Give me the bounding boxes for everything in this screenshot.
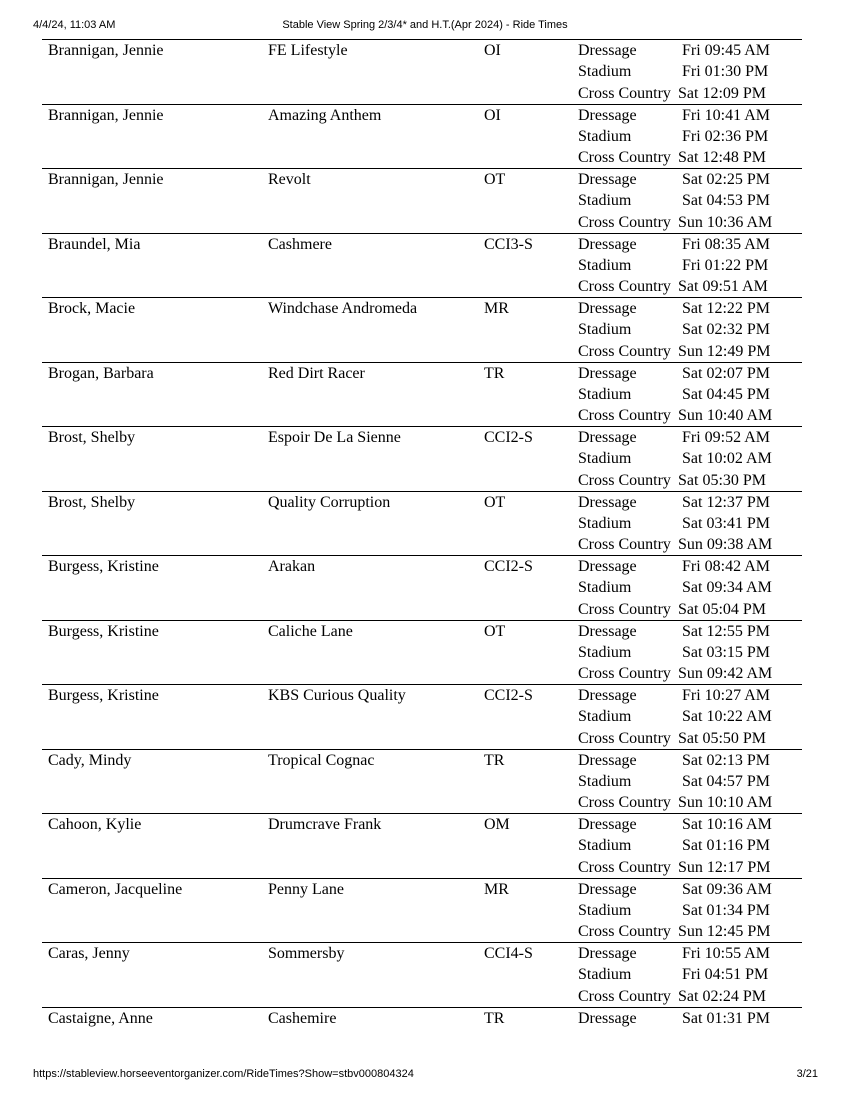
horse-name: Arakan bbox=[268, 558, 316, 575]
phase-label: Cross Country bbox=[578, 149, 671, 167]
phase-dressage bbox=[578, 1008, 808, 1029]
phase-label: Dressage bbox=[578, 687, 637, 704]
phase-label: Cross Country bbox=[578, 407, 671, 425]
phase-xc bbox=[578, 663, 808, 684]
rider-name: Cady, Mindy bbox=[48, 751, 132, 769]
phase-xc bbox=[578, 599, 808, 620]
phase-stadium bbox=[578, 900, 808, 921]
ride-time: Sat 12:09 PM bbox=[678, 84, 767, 102]
phase-label: Stadium bbox=[578, 127, 632, 145]
ride-time: Sun 09:42 AM bbox=[678, 665, 773, 683]
horse-name: Penny Lane bbox=[268, 880, 344, 898]
phase-dressage bbox=[578, 234, 808, 255]
phase-stadium bbox=[578, 61, 808, 82]
phase-stadium bbox=[578, 190, 808, 211]
entry-row bbox=[42, 749, 802, 814]
horse-name: Caliche Lane bbox=[268, 622, 353, 640]
ride-time: Fri 04:51 PM bbox=[682, 966, 769, 984]
ride-time: Sat 10:22 AM bbox=[682, 708, 772, 726]
horse-name: Revolt bbox=[268, 171, 311, 188]
division: OM bbox=[484, 816, 510, 833]
phase-dressage bbox=[578, 105, 808, 126]
division: OT bbox=[484, 171, 506, 188]
entry-row bbox=[42, 491, 802, 556]
rider-name: Braundel, Mia bbox=[48, 235, 141, 253]
rider-name: Cameron, Jacqueline bbox=[48, 880, 183, 898]
phase-label: Dressage bbox=[578, 1009, 637, 1027]
division: OT bbox=[484, 493, 506, 511]
ride-time: Sat 05:50 PM bbox=[678, 729, 767, 747]
phase-dressage bbox=[578, 943, 808, 964]
ride-time: Sat 09:51 AM bbox=[678, 278, 768, 296]
phase-label: Cross Country bbox=[578, 213, 671, 231]
rider-name: Brock, Macie bbox=[48, 300, 136, 317]
entry-row bbox=[42, 813, 802, 878]
phase-xc bbox=[578, 405, 808, 426]
horse-name: Drumcrave Frank bbox=[268, 816, 382, 833]
ride-time: Fri 02:36 PM bbox=[682, 127, 769, 145]
phase-stadium bbox=[578, 255, 808, 276]
ride-time: Sun 10:40 AM bbox=[678, 407, 773, 425]
phase-dressage bbox=[578, 621, 808, 642]
phase-dressage bbox=[578, 169, 808, 190]
ride-time: Sat 04:53 PM bbox=[682, 192, 771, 210]
horse-name: Red Dirt Racer bbox=[268, 364, 365, 382]
ride-time: Sat 04:57 PM bbox=[682, 772, 771, 790]
division: CCI4-S bbox=[484, 945, 533, 962]
phase-dressage bbox=[578, 492, 808, 513]
phase-xc bbox=[578, 792, 808, 813]
division: TR bbox=[484, 364, 505, 382]
ride-time: Sun 10:36 AM bbox=[678, 213, 773, 231]
horse-name: Windchase Andromeda bbox=[268, 300, 418, 317]
phase-stadium bbox=[578, 513, 808, 534]
phase-stadium bbox=[578, 706, 808, 727]
phase-label: Dressage bbox=[578, 558, 637, 575]
ride-time: Sat 01:31 PM bbox=[682, 1009, 771, 1027]
division: OI bbox=[484, 106, 501, 124]
ride-time: Sat 12:37 PM bbox=[682, 493, 771, 511]
division: CCI2-S bbox=[484, 558, 533, 575]
ride-time: Fri 10:27 AM bbox=[682, 687, 771, 704]
entry-row bbox=[42, 233, 802, 298]
phase-stadium bbox=[578, 642, 808, 663]
entry-row bbox=[42, 39, 802, 104]
division: CCI2-S bbox=[484, 429, 533, 446]
phase-stadium bbox=[578, 835, 808, 856]
phase-label: Dressage bbox=[578, 42, 637, 59]
ride-time: Sat 02:13 PM bbox=[682, 751, 771, 769]
division: CCI2-S bbox=[484, 687, 533, 704]
phase-xc bbox=[578, 986, 808, 1007]
phase-label: Stadium bbox=[578, 708, 632, 726]
phase-label: Dressage bbox=[578, 880, 637, 898]
ride-time: Fri 08:42 AM bbox=[682, 558, 771, 575]
phase-dressage bbox=[578, 685, 808, 706]
phase-label: Stadium bbox=[578, 63, 632, 81]
phase-dressage bbox=[578, 879, 808, 900]
phase-label: Stadium bbox=[578, 901, 632, 919]
horse-name: Cashmere bbox=[268, 235, 332, 253]
ride-time: Sat 10:16 AM bbox=[682, 816, 772, 833]
rider-name: Brannigan, Jennie bbox=[48, 42, 164, 59]
ride-time: Sat 05:04 PM bbox=[678, 600, 767, 618]
phase-label: Dressage bbox=[578, 622, 637, 640]
phase-label: Dressage bbox=[578, 429, 637, 446]
phase-stadium bbox=[578, 319, 808, 340]
division: MR bbox=[484, 880, 509, 898]
phase-xc bbox=[578, 276, 808, 297]
entry-row bbox=[42, 362, 802, 427]
phase-label: Stadium bbox=[578, 450, 632, 468]
phase-label: Cross Country bbox=[578, 729, 671, 747]
phase-label: Stadium bbox=[578, 321, 632, 339]
division: MR bbox=[484, 300, 509, 317]
ride-time: Fri 10:55 AM bbox=[682, 945, 771, 962]
phase-label: Cross Country bbox=[578, 84, 671, 102]
ride-time: Sun 09:38 AM bbox=[678, 536, 773, 554]
entry-row bbox=[42, 555, 802, 620]
phase-xc bbox=[578, 147, 808, 168]
rider-name: Burgess, Kristine bbox=[48, 558, 159, 575]
phase-label: Dressage bbox=[578, 816, 637, 833]
phase-xc bbox=[578, 470, 808, 491]
division: OT bbox=[484, 622, 506, 640]
phase-dressage bbox=[578, 298, 808, 319]
rider-name: Brannigan, Jennie bbox=[48, 171, 164, 188]
phase-label: Dressage bbox=[578, 106, 637, 124]
phase-label: Stadium bbox=[578, 385, 632, 403]
ride-time: Sat 01:34 PM bbox=[682, 901, 771, 919]
ride-time: Sat 09:34 AM bbox=[682, 579, 772, 597]
phase-label: Stadium bbox=[578, 256, 632, 274]
phase-label: Dressage bbox=[578, 364, 637, 382]
phase-xc bbox=[578, 212, 808, 233]
page-title: Stable View Spring 2/3/4* and H.T.(Apr 2024) - Ride Times bbox=[282, 19, 568, 31]
entry-row bbox=[42, 297, 802, 362]
phase-label: Cross Country bbox=[578, 471, 671, 489]
ride-time: Sat 02:07 PM bbox=[682, 364, 771, 382]
phase-stadium bbox=[578, 126, 808, 147]
division: TR bbox=[484, 1009, 505, 1027]
ride-time: Fri 01:22 PM bbox=[682, 256, 769, 274]
ride-time: Fri 08:35 AM bbox=[682, 235, 771, 253]
entry-row bbox=[42, 878, 802, 943]
entry-row bbox=[42, 942, 802, 1007]
page-number: 3/21 bbox=[796, 1068, 818, 1080]
phase-label: Stadium bbox=[578, 837, 632, 855]
entry-row bbox=[42, 1007, 802, 1029]
phase-label: Dressage bbox=[578, 751, 637, 769]
phase-label: Stadium bbox=[578, 643, 632, 661]
phase-label: Cross Country bbox=[578, 600, 671, 618]
phase-label: Stadium bbox=[578, 579, 632, 597]
ride-time: Sat 05:30 PM bbox=[678, 471, 767, 489]
ride-time: Sat 12:48 PM bbox=[678, 149, 767, 167]
phase-stadium bbox=[578, 964, 808, 985]
ride-times-list bbox=[42, 39, 802, 1029]
horse-name: KBS Curious Quality bbox=[268, 687, 406, 704]
division: CCI3-S bbox=[484, 235, 533, 253]
phase-label: Dressage bbox=[578, 493, 637, 511]
rider-name: Caras, Jenny bbox=[48, 945, 130, 962]
phase-dressage bbox=[578, 556, 808, 577]
phase-stadium bbox=[578, 577, 808, 598]
ride-time: Fri 09:45 AM bbox=[682, 42, 771, 59]
division: OI bbox=[484, 42, 501, 59]
entry-row bbox=[42, 684, 802, 749]
ride-time: Sun 12:45 PM bbox=[678, 923, 771, 941]
rider-name: Cahoon, Kylie bbox=[48, 816, 142, 833]
phase-xc bbox=[578, 534, 808, 555]
phase-dressage bbox=[578, 40, 808, 61]
phase-label: Stadium bbox=[578, 514, 632, 532]
ride-time: Sun 12:49 PM bbox=[678, 342, 771, 360]
phase-dressage bbox=[578, 814, 808, 835]
phase-label: Cross Country bbox=[578, 278, 671, 296]
phase-dressage bbox=[578, 750, 808, 771]
ride-time: Sat 09:36 AM bbox=[682, 880, 772, 898]
phase-xc bbox=[578, 857, 808, 878]
ride-time: Sat 02:24 PM bbox=[678, 987, 767, 1005]
phase-xc bbox=[578, 341, 808, 362]
ride-time: Sat 02:32 PM bbox=[682, 321, 771, 339]
horse-name: Quality Corruption bbox=[268, 493, 391, 511]
phase-label: Dressage bbox=[578, 171, 637, 188]
phase-xc bbox=[578, 83, 808, 104]
ride-time: Sat 04:45 PM bbox=[682, 385, 771, 403]
ride-time: Fri 01:30 PM bbox=[682, 63, 769, 81]
phase-label: Cross Country bbox=[578, 794, 671, 812]
rider-name: Brost, Shelby bbox=[48, 429, 136, 446]
horse-name: Sommersby bbox=[268, 945, 345, 962]
ride-time: Fri 09:52 AM bbox=[682, 429, 771, 446]
ride-time: Sat 03:41 PM bbox=[682, 514, 771, 532]
ride-time: Sat 12:55 PM bbox=[682, 622, 771, 640]
phase-label: Cross Country bbox=[578, 987, 671, 1005]
entry-row bbox=[42, 426, 802, 491]
horse-name: Espoir De La Sienne bbox=[268, 429, 401, 446]
phase-label: Stadium bbox=[578, 966, 632, 984]
phase-label: Cross Country bbox=[578, 665, 671, 683]
phase-stadium bbox=[578, 384, 808, 405]
phase-label: Stadium bbox=[578, 772, 632, 790]
rider-name: Burgess, Kristine bbox=[48, 687, 159, 704]
phase-stadium bbox=[578, 771, 808, 792]
phase-label: Cross Country bbox=[578, 342, 671, 360]
entry-row bbox=[42, 168, 802, 233]
rider-name: Brost, Shelby bbox=[48, 493, 136, 511]
phase-label: Stadium bbox=[578, 192, 632, 210]
phase-label: Dressage bbox=[578, 300, 637, 317]
phase-label: Cross Country bbox=[578, 536, 671, 554]
page-url[interactable]: https://stableview.horseeventorganizer.com/RideTimes?Show=stbv000804324 bbox=[33, 1068, 414, 1080]
entry-row bbox=[42, 620, 802, 685]
horse-name: Cashemire bbox=[268, 1009, 337, 1027]
phase-dressage bbox=[578, 363, 808, 384]
ride-time: Sat 03:15 PM bbox=[682, 643, 771, 661]
print-datetime: 4/4/24, 11:03 AM bbox=[33, 19, 116, 31]
rider-name: Brannigan, Jennie bbox=[48, 106, 164, 124]
ride-time: Sat 01:16 PM bbox=[682, 837, 771, 855]
phase-label: Cross Country bbox=[578, 923, 671, 941]
phase-label: Dressage bbox=[578, 945, 637, 962]
phase-xc bbox=[578, 921, 808, 942]
phase-stadium bbox=[578, 448, 808, 469]
ride-time: Fri 10:41 AM bbox=[682, 106, 771, 124]
rider-name: Castaigne, Anne bbox=[48, 1009, 153, 1027]
phase-dressage bbox=[578, 427, 808, 448]
rider-name: Burgess, Kristine bbox=[48, 622, 159, 640]
ride-time: Sat 02:25 PM bbox=[682, 171, 771, 188]
ride-time: Sat 10:02 AM bbox=[682, 450, 772, 468]
rider-name: Brogan, Barbara bbox=[48, 364, 154, 382]
horse-name: Tropical Cognac bbox=[268, 751, 375, 769]
ride-time: Sun 12:17 PM bbox=[678, 858, 771, 876]
horse-name: FE Lifestyle bbox=[268, 42, 348, 59]
phase-xc bbox=[578, 728, 808, 749]
phase-label: Dressage bbox=[578, 235, 637, 253]
ride-time: Sat 12:22 PM bbox=[682, 300, 771, 317]
division: TR bbox=[484, 751, 505, 769]
phase-label: Cross Country bbox=[578, 858, 671, 876]
entry-row bbox=[42, 104, 802, 169]
ride-time: Sun 10:10 AM bbox=[678, 794, 773, 812]
horse-name: Amazing Anthem bbox=[268, 106, 382, 124]
